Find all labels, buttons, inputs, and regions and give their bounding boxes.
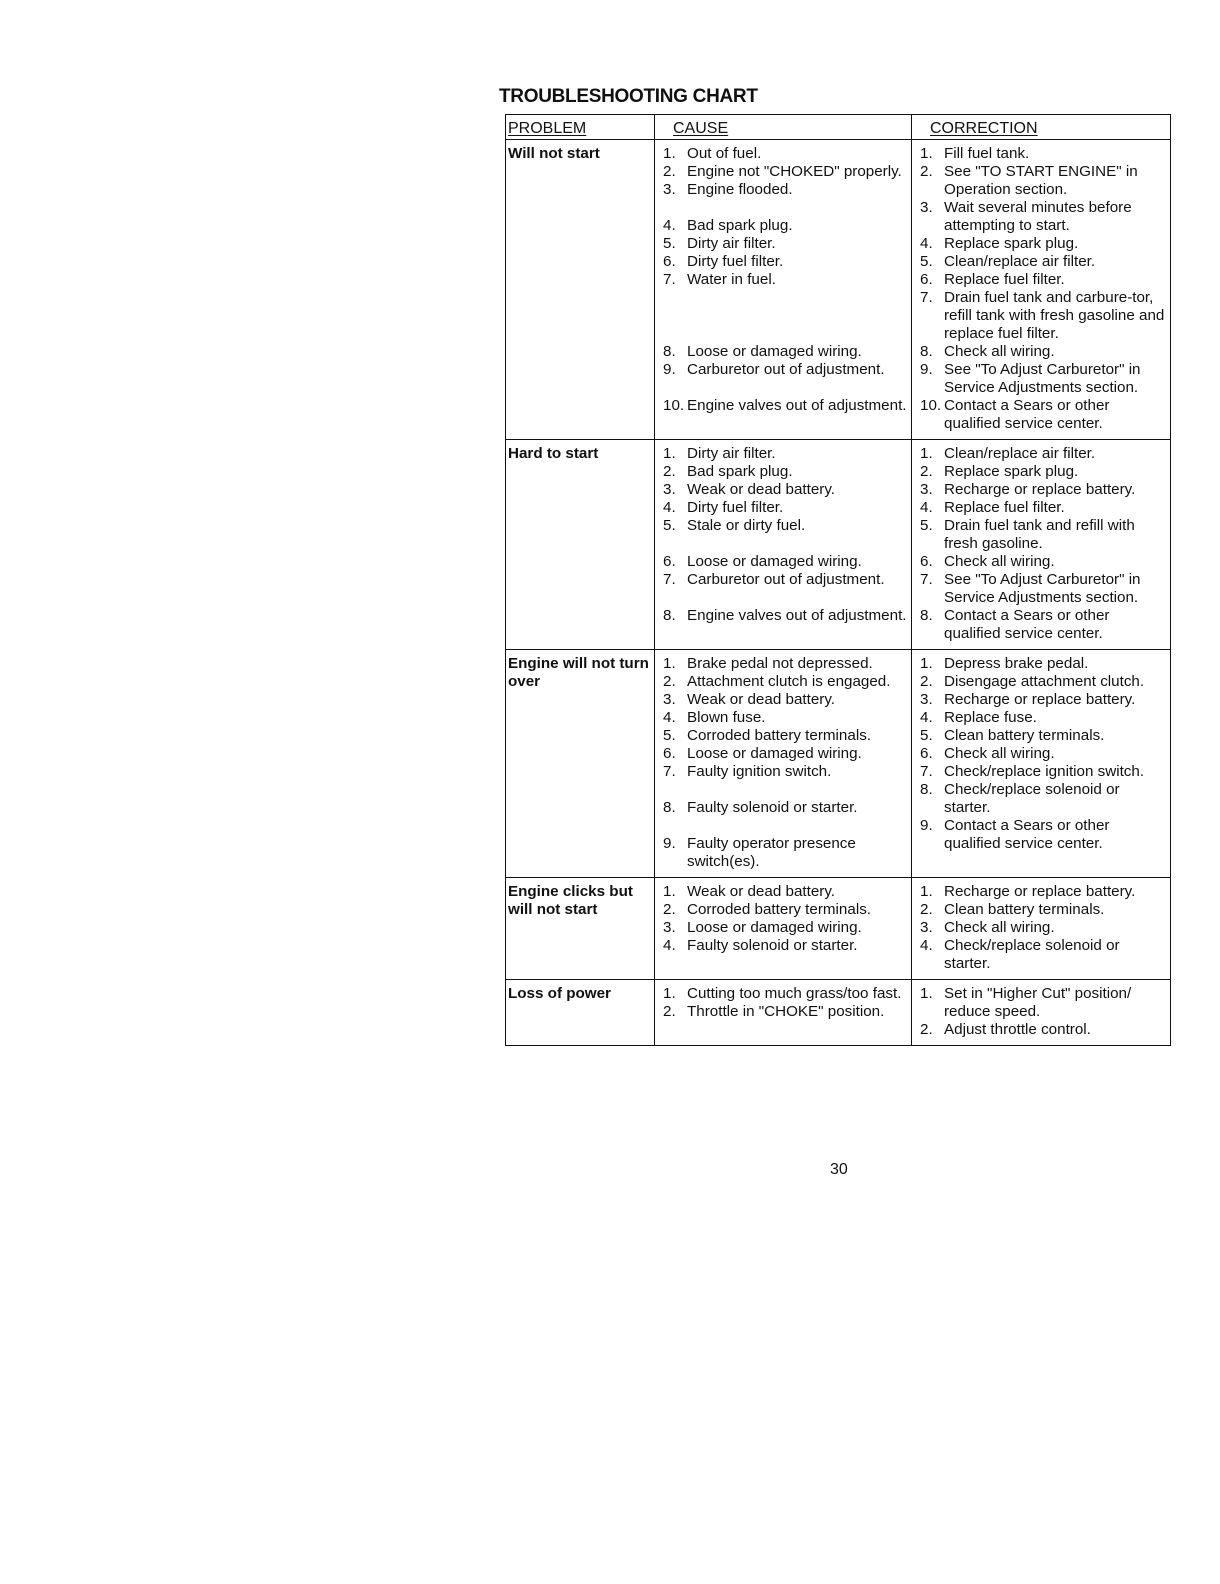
item-number: 1. <box>920 985 933 1002</box>
item-text: Clean battery terminals. <box>944 901 1105 918</box>
cause-item <box>663 481 909 499</box>
item-text: Engine flooded. <box>687 181 793 198</box>
item-number: 7. <box>920 289 933 306</box>
correction-item <box>920 445 1168 463</box>
cause-item <box>663 835 909 871</box>
item-number: 4. <box>663 709 676 726</box>
item-text: Throttle in "CHOKE" position. <box>687 1003 885 1020</box>
item-text: Bad spark plug. <box>687 463 793 480</box>
item-number: 1. <box>663 145 676 162</box>
correction-item <box>920 397 1168 433</box>
item-text: Drain fuel tank and carbure-tor, refill tank with fresh gasoline and replace fuel filter. <box>944 289 1165 342</box>
cause-item <box>663 709 909 727</box>
item-text: Cutting too much grass/too fast. <box>687 985 902 1002</box>
item-text: Recharge or replace battery. <box>944 481 1136 498</box>
item-text: Faulty solenoid or starter. <box>687 937 858 954</box>
item-number: 4. <box>663 937 676 954</box>
correction-item <box>920 781 1168 817</box>
correction-item <box>920 691 1168 709</box>
correction-cell <box>911 878 1170 979</box>
item-text: Weak or dead battery. <box>687 883 836 900</box>
item-text: Contact a Sears or other qualified service center. <box>944 397 1110 432</box>
correction-item <box>920 163 1168 199</box>
item-number: 1. <box>663 985 676 1002</box>
correction-item <box>920 145 1168 163</box>
item-number: 4. <box>663 217 676 234</box>
correction-item <box>920 673 1168 691</box>
item-text: Check all wiring. <box>944 745 1055 762</box>
item-text: Recharge or replace battery. <box>944 691 1136 708</box>
item-number: 8. <box>920 781 933 798</box>
cause-item <box>663 361 909 379</box>
cause-cell <box>654 440 911 649</box>
item-number: 10. <box>920 397 942 414</box>
item-number: 1. <box>663 883 676 900</box>
item-number: 5. <box>920 253 933 270</box>
item-text: Fill fuel tank. <box>944 145 1030 162</box>
item-number: 6. <box>920 745 933 762</box>
table-row <box>506 650 1170 878</box>
correction-cell <box>911 140 1170 439</box>
correction-item <box>920 253 1168 271</box>
item-number: 5. <box>920 517 933 534</box>
item-text: Corroded battery terminals. <box>687 901 872 918</box>
cause-item <box>663 217 909 235</box>
cause-item <box>663 763 909 781</box>
item-number: 5. <box>663 727 676 744</box>
correction-item <box>920 607 1168 643</box>
item-text: Bad spark plug. <box>687 217 793 234</box>
item-text: Stale or dirty fuel. <box>687 517 806 534</box>
item-number: 8. <box>663 343 676 360</box>
cause-item <box>663 655 909 673</box>
item-text: Faulty solenoid or starter. <box>687 799 858 816</box>
problem-cell: Engine will not turn over <box>508 655 649 690</box>
item-number: 7. <box>663 763 676 780</box>
cause-item <box>663 919 909 937</box>
chart-title: TROUBLESHOOTING CHART <box>499 86 758 107</box>
item-number: 2. <box>663 673 676 690</box>
correction-item <box>920 481 1168 499</box>
item-text: Wait several minutes before attempting to start. <box>944 199 1132 234</box>
item-number: 3. <box>920 691 933 708</box>
item-number: 3. <box>920 199 933 216</box>
item-text: See "To Adjust Carburetor" in Service Adjustments section. <box>944 361 1141 396</box>
cause-item <box>663 253 909 271</box>
correction-item <box>920 361 1168 397</box>
correction-item <box>920 901 1168 919</box>
item-text: Out of fuel. <box>687 145 762 162</box>
cause-item <box>663 607 909 625</box>
problem-cell: Loss of power <box>508 985 611 1002</box>
item-number: 2. <box>663 463 676 480</box>
item-text: Loose or damaged wiring. <box>687 919 862 936</box>
correction-item <box>920 343 1168 361</box>
correction-item <box>920 499 1168 517</box>
table-row <box>506 440 1170 650</box>
correction-cell <box>911 980 1170 1045</box>
item-number: 3. <box>920 481 933 498</box>
cause-item <box>663 163 909 181</box>
item-number: 3. <box>663 181 676 198</box>
correction-item <box>920 745 1168 763</box>
item-text: See "TO START ENGINE" in Operation section. <box>944 163 1138 198</box>
item-number: 2. <box>663 163 676 180</box>
table-row <box>506 980 1170 1045</box>
item-number: 4. <box>920 937 933 954</box>
cause-item <box>663 271 909 289</box>
item-text: Check all wiring. <box>944 919 1055 936</box>
item-number: 7. <box>663 571 676 588</box>
cause-cell <box>654 878 911 979</box>
item-number: 3. <box>663 481 676 498</box>
correction-item <box>920 919 1168 937</box>
item-number: 1. <box>920 655 933 672</box>
item-number: 2. <box>920 673 933 690</box>
item-text: Attachment clutch is engaged. <box>687 673 891 690</box>
item-number: 6. <box>920 553 933 570</box>
table-header <box>506 115 1170 140</box>
correction-item <box>920 517 1168 553</box>
item-number: 1. <box>920 445 933 462</box>
item-number: 2. <box>920 901 933 918</box>
item-text: Contact a Sears or other qualified service center. <box>944 817 1110 852</box>
item-text: Check/replace ignition switch. <box>944 763 1145 780</box>
cause-item <box>663 343 909 361</box>
item-text: Water in fuel. <box>687 271 776 288</box>
item-number: 7. <box>663 271 676 288</box>
item-number: 9. <box>663 835 676 852</box>
item-text: Weak or dead battery. <box>687 481 836 498</box>
item-text: Engine valves out of adjustment. <box>687 607 907 624</box>
table-row <box>506 878 1170 980</box>
header-correction: CORRECTION <box>911 115 1170 139</box>
item-number: 5. <box>663 517 676 534</box>
item-number: 6. <box>920 271 933 288</box>
cause-item <box>663 799 909 817</box>
problem-cell: Engine clicks but will not start <box>508 883 633 918</box>
item-number: 4. <box>663 499 676 516</box>
correction-item <box>920 709 1168 727</box>
item-text: Loose or damaged wiring. <box>687 553 862 570</box>
cause-item <box>663 463 909 481</box>
item-text: Clean battery terminals. <box>944 727 1105 744</box>
item-number: 4. <box>920 499 933 516</box>
cause-item <box>663 517 909 535</box>
cause-item <box>663 883 909 901</box>
item-number: 2. <box>663 901 676 918</box>
item-text: Replace fuse. <box>944 709 1037 726</box>
problem-cell: Will not start <box>508 145 600 162</box>
item-number: 6. <box>663 253 676 270</box>
problem-cell: Hard to start <box>508 445 599 462</box>
cause-item <box>663 145 909 163</box>
item-text: Clean/replace air filter. <box>944 253 1096 270</box>
cause-item <box>663 673 909 691</box>
item-text: Adjust throttle control. <box>944 1021 1091 1038</box>
item-text: Disengage attachment clutch. <box>944 673 1145 690</box>
cause-item <box>663 397 909 415</box>
troubleshooting-table <box>505 114 1171 1046</box>
item-number: 1. <box>920 145 933 162</box>
cause-item <box>663 691 909 709</box>
item-number: 8. <box>920 343 933 360</box>
item-number: 6. <box>663 553 676 570</box>
item-text: Dirty fuel filter. <box>687 253 784 270</box>
item-text: Depress brake pedal. <box>944 655 1089 672</box>
item-number: 2. <box>663 1003 676 1020</box>
correction-item <box>920 985 1168 1021</box>
item-text: Engine valves out of adjustment. <box>687 397 907 414</box>
cause-item <box>663 745 909 763</box>
cause-item <box>663 937 909 955</box>
item-text: Weak or dead battery. <box>687 691 836 708</box>
correction-item <box>920 235 1168 253</box>
item-text: Replace spark plug. <box>944 235 1079 252</box>
cause-item <box>663 727 909 745</box>
correction-item <box>920 199 1168 235</box>
item-number: 6. <box>663 745 676 762</box>
correction-item <box>920 571 1168 607</box>
cause-item <box>663 445 909 463</box>
item-number: 1. <box>663 445 676 462</box>
cause-item <box>663 499 909 517</box>
item-text: Contact a Sears or other qualified service center. <box>944 607 1110 642</box>
item-text: Drain fuel tank and refill with fresh gasoline. <box>944 517 1135 552</box>
item-number: 3. <box>920 919 933 936</box>
correction-item <box>920 763 1168 781</box>
item-text: Blown fuse. <box>687 709 766 726</box>
cause-cell <box>654 140 911 439</box>
correction-item <box>920 271 1168 289</box>
item-text: Set in "Higher Cut" position/ reduce speed. <box>944 985 1132 1020</box>
item-number: 9. <box>663 361 676 378</box>
item-number: 5. <box>663 235 676 252</box>
item-number: 10. <box>663 397 685 414</box>
item-number: 2. <box>920 463 933 480</box>
item-number: 1. <box>920 883 933 900</box>
item-number: 7. <box>920 571 933 588</box>
item-text: See "To Adjust Carburetor" in Service Adjustments section. <box>944 571 1141 606</box>
correction-item <box>920 817 1168 853</box>
cause-cell <box>654 980 911 1045</box>
item-text: Corroded battery terminals. <box>687 727 872 744</box>
item-number: 8. <box>663 607 676 624</box>
item-text: Replace fuel filter. <box>944 271 1065 288</box>
cause-item <box>663 985 909 1003</box>
item-number: 9. <box>920 361 933 378</box>
correction-item <box>920 289 1168 343</box>
correction-cell <box>911 440 1170 649</box>
cause-item <box>663 181 909 199</box>
item-text: Replace spark plug. <box>944 463 1079 480</box>
item-number: 3. <box>663 691 676 708</box>
header-cause: CAUSE <box>654 115 911 139</box>
cause-item <box>663 571 909 589</box>
correction-cell <box>911 650 1170 877</box>
item-text: Faulty operator presence switch(es). <box>687 835 856 870</box>
correction-item <box>920 1021 1168 1039</box>
item-number: 9. <box>920 817 933 834</box>
item-text: Loose or damaged wiring. <box>687 745 862 762</box>
item-text: Clean/replace air filter. <box>944 445 1096 462</box>
correction-item <box>920 883 1168 901</box>
item-text: Dirty air filter. <box>687 235 776 252</box>
correction-item <box>920 937 1168 973</box>
item-number: 1. <box>663 655 676 672</box>
item-number: 7. <box>920 763 933 780</box>
item-text: Loose or damaged wiring. <box>687 343 862 360</box>
correction-item <box>920 727 1168 745</box>
header-problem: PROBLEM <box>508 120 587 137</box>
item-number: 2. <box>920 163 933 180</box>
item-number: 8. <box>920 607 933 624</box>
item-text: Check all wiring. <box>944 343 1055 360</box>
cause-item <box>663 901 909 919</box>
item-text: Brake pedal not depressed. <box>687 655 873 672</box>
correction-item <box>920 553 1168 571</box>
item-number: 3. <box>663 919 676 936</box>
item-text: Replace fuel filter. <box>944 499 1065 516</box>
cause-item <box>663 235 909 253</box>
item-text: Check/replace solenoid or starter. <box>944 781 1120 816</box>
correction-item <box>920 655 1168 673</box>
item-text: Check all wiring. <box>944 553 1055 570</box>
item-number: 4. <box>920 235 933 252</box>
item-number: 2. <box>920 1021 933 1038</box>
item-text: Check/replace solenoid or starter. <box>944 937 1120 972</box>
page-number: 30 <box>830 1161 848 1178</box>
item-text: Engine not "CHOKED" properly. <box>687 163 902 180</box>
item-text: Carburetor out of adjustment. <box>687 361 885 378</box>
item-number: 4. <box>920 709 933 726</box>
item-number: 5. <box>920 727 933 744</box>
item-number: 8. <box>663 799 676 816</box>
cause-item <box>663 1003 909 1021</box>
table-body <box>506 140 1170 1045</box>
item-text: Dirty air filter. <box>687 445 776 462</box>
item-text: Recharge or replace battery. <box>944 883 1136 900</box>
cause-item <box>663 553 909 571</box>
item-text: Dirty fuel filter. <box>687 499 784 516</box>
correction-item <box>920 463 1168 481</box>
item-text: Carburetor out of adjustment. <box>687 571 885 588</box>
cause-cell <box>654 650 911 877</box>
item-text: Faulty ignition switch. <box>687 763 832 780</box>
table-row <box>506 140 1170 440</box>
